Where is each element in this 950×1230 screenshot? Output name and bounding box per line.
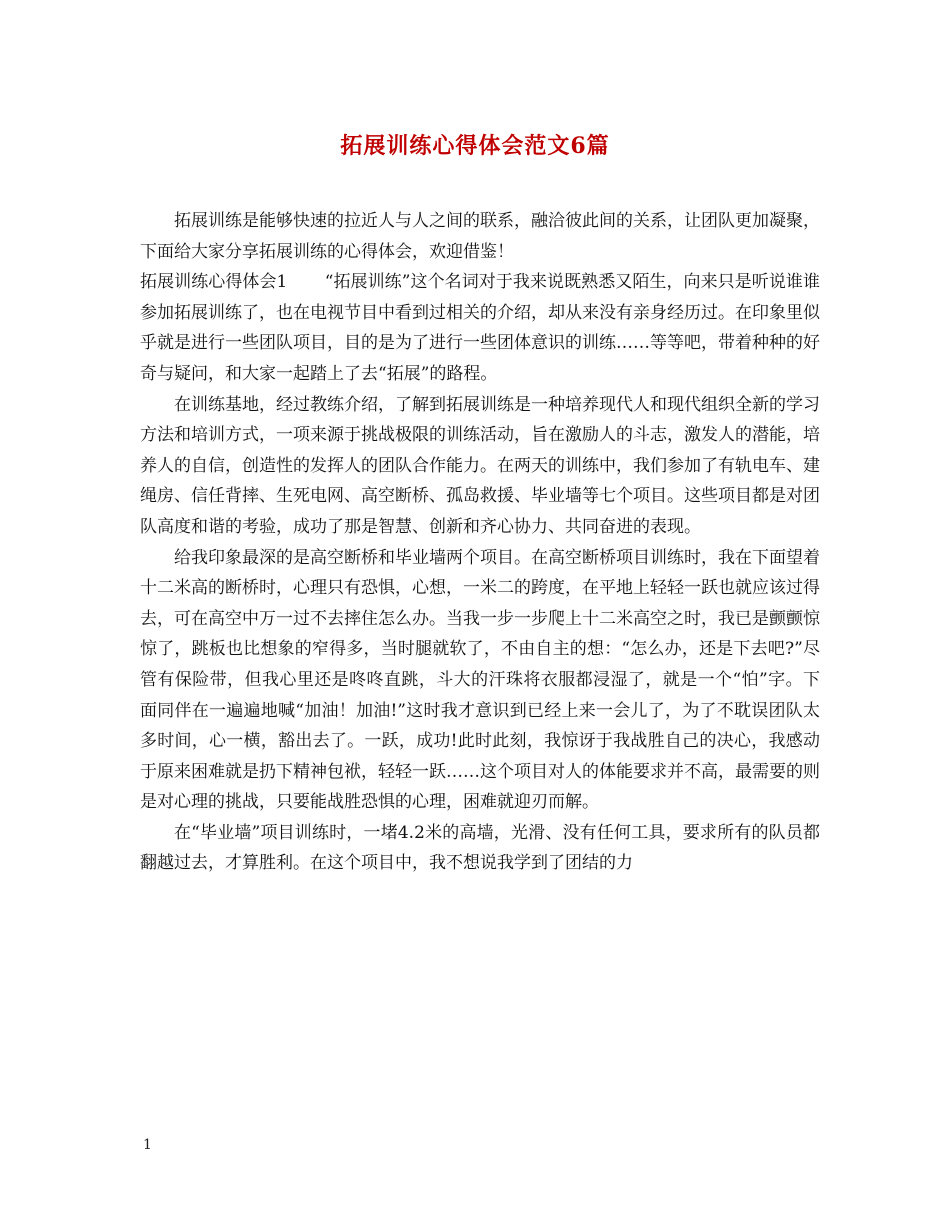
paragraph-2: 在训练基地，经过教练介绍，了解到拓展训练是一种培养现代人和现代组织全新的学习方法和培训方式，一项来源于挑战极限的训练活动，旨在激励人的斗志，激发人的潜能，培养人的自信，创造性的发挥人的团队合作能力。在两天的训练中，我们参加了有轨电车、建绳房、信任背摔、生死电网、高空断桥、孤岛救援、毕业墙等七个项目。这些项目都是对团队高度和谐的考验，成功了那是智慧、创新和齐心协力、共同奋进的表现。 xyxy=(140,394,820,537)
document-title: 拓展训练心得体会范文6篇 xyxy=(340,133,610,159)
page-number: 1 xyxy=(143,1137,152,1153)
paragraph-4: 在“毕业墙”项目训练时，一堵4.2米的高墙，光滑、没有任何工具，要求所有的队员都翻越过去，才算胜利。在这个项目中，我不想说我学到了团结的力 xyxy=(140,822,820,874)
section-1-paragraph xyxy=(140,267,820,389)
paragraph-3: 给我印象最深的是高空断桥和毕业墙两个项目。在高空断桥项目训练时，我在下面望着十二米高的断桥时，心理只有恐惧，心想，一米二的跨度，在平地上轻轻一跃也就应该过得去，可在高空中万一过不去摔住怎么办。当我一步一步爬上十二米高空之时，我已是颤颤惊惊了，跳板也比想象的窄得多，当时腿就软了，不由自主的想：“怎么办，还是下去吧?”尽管有保险带，但我心里还是咚咚直跳，斗大的汗珠将衣服都浸湿了，就是一个“怕”字。下面同伴在一遍遍地喊“加油！加油!”这时我才意识到已经上来一会儿了，为了不耽误团队太多时间，心一横，豁出去了。一跃，成功!此时此刻，我惊讶于我战胜自己的决心，我感动于原来困难就是扔下精神包袱，轻轻一跃……这个项目对人的体能要求并不高，最需要的则是对心理的挑战，只要能战胜恐惧的心理，困难就迎刃而解。 xyxy=(140,547,820,813)
section-heading: 拓展训练心得体会1 xyxy=(140,272,288,293)
document-body xyxy=(140,206,820,879)
intro-paragraph: 拓展训练是能够快速的拉近人与人之间的联系，融洽彼此间的关系，让团队更加凝聚，下面给大家分享拓展训练的心得体会，欢迎借鉴！ xyxy=(140,211,820,262)
section-1-text: “拓展训练”这个名词对于我来说既熟悉又陌生，向来只是听说谁谁参加拓展训练了，也在电视节目中看到过相关的介绍，却从来没有亲身经历过。在印象里似乎就是进行一些团队项目，目的是为了进行一些团体意识的训练……等等吧，带着种种的好奇与疑问，和大家一起踏上了去“拓展”的路程。 xyxy=(140,272,820,384)
